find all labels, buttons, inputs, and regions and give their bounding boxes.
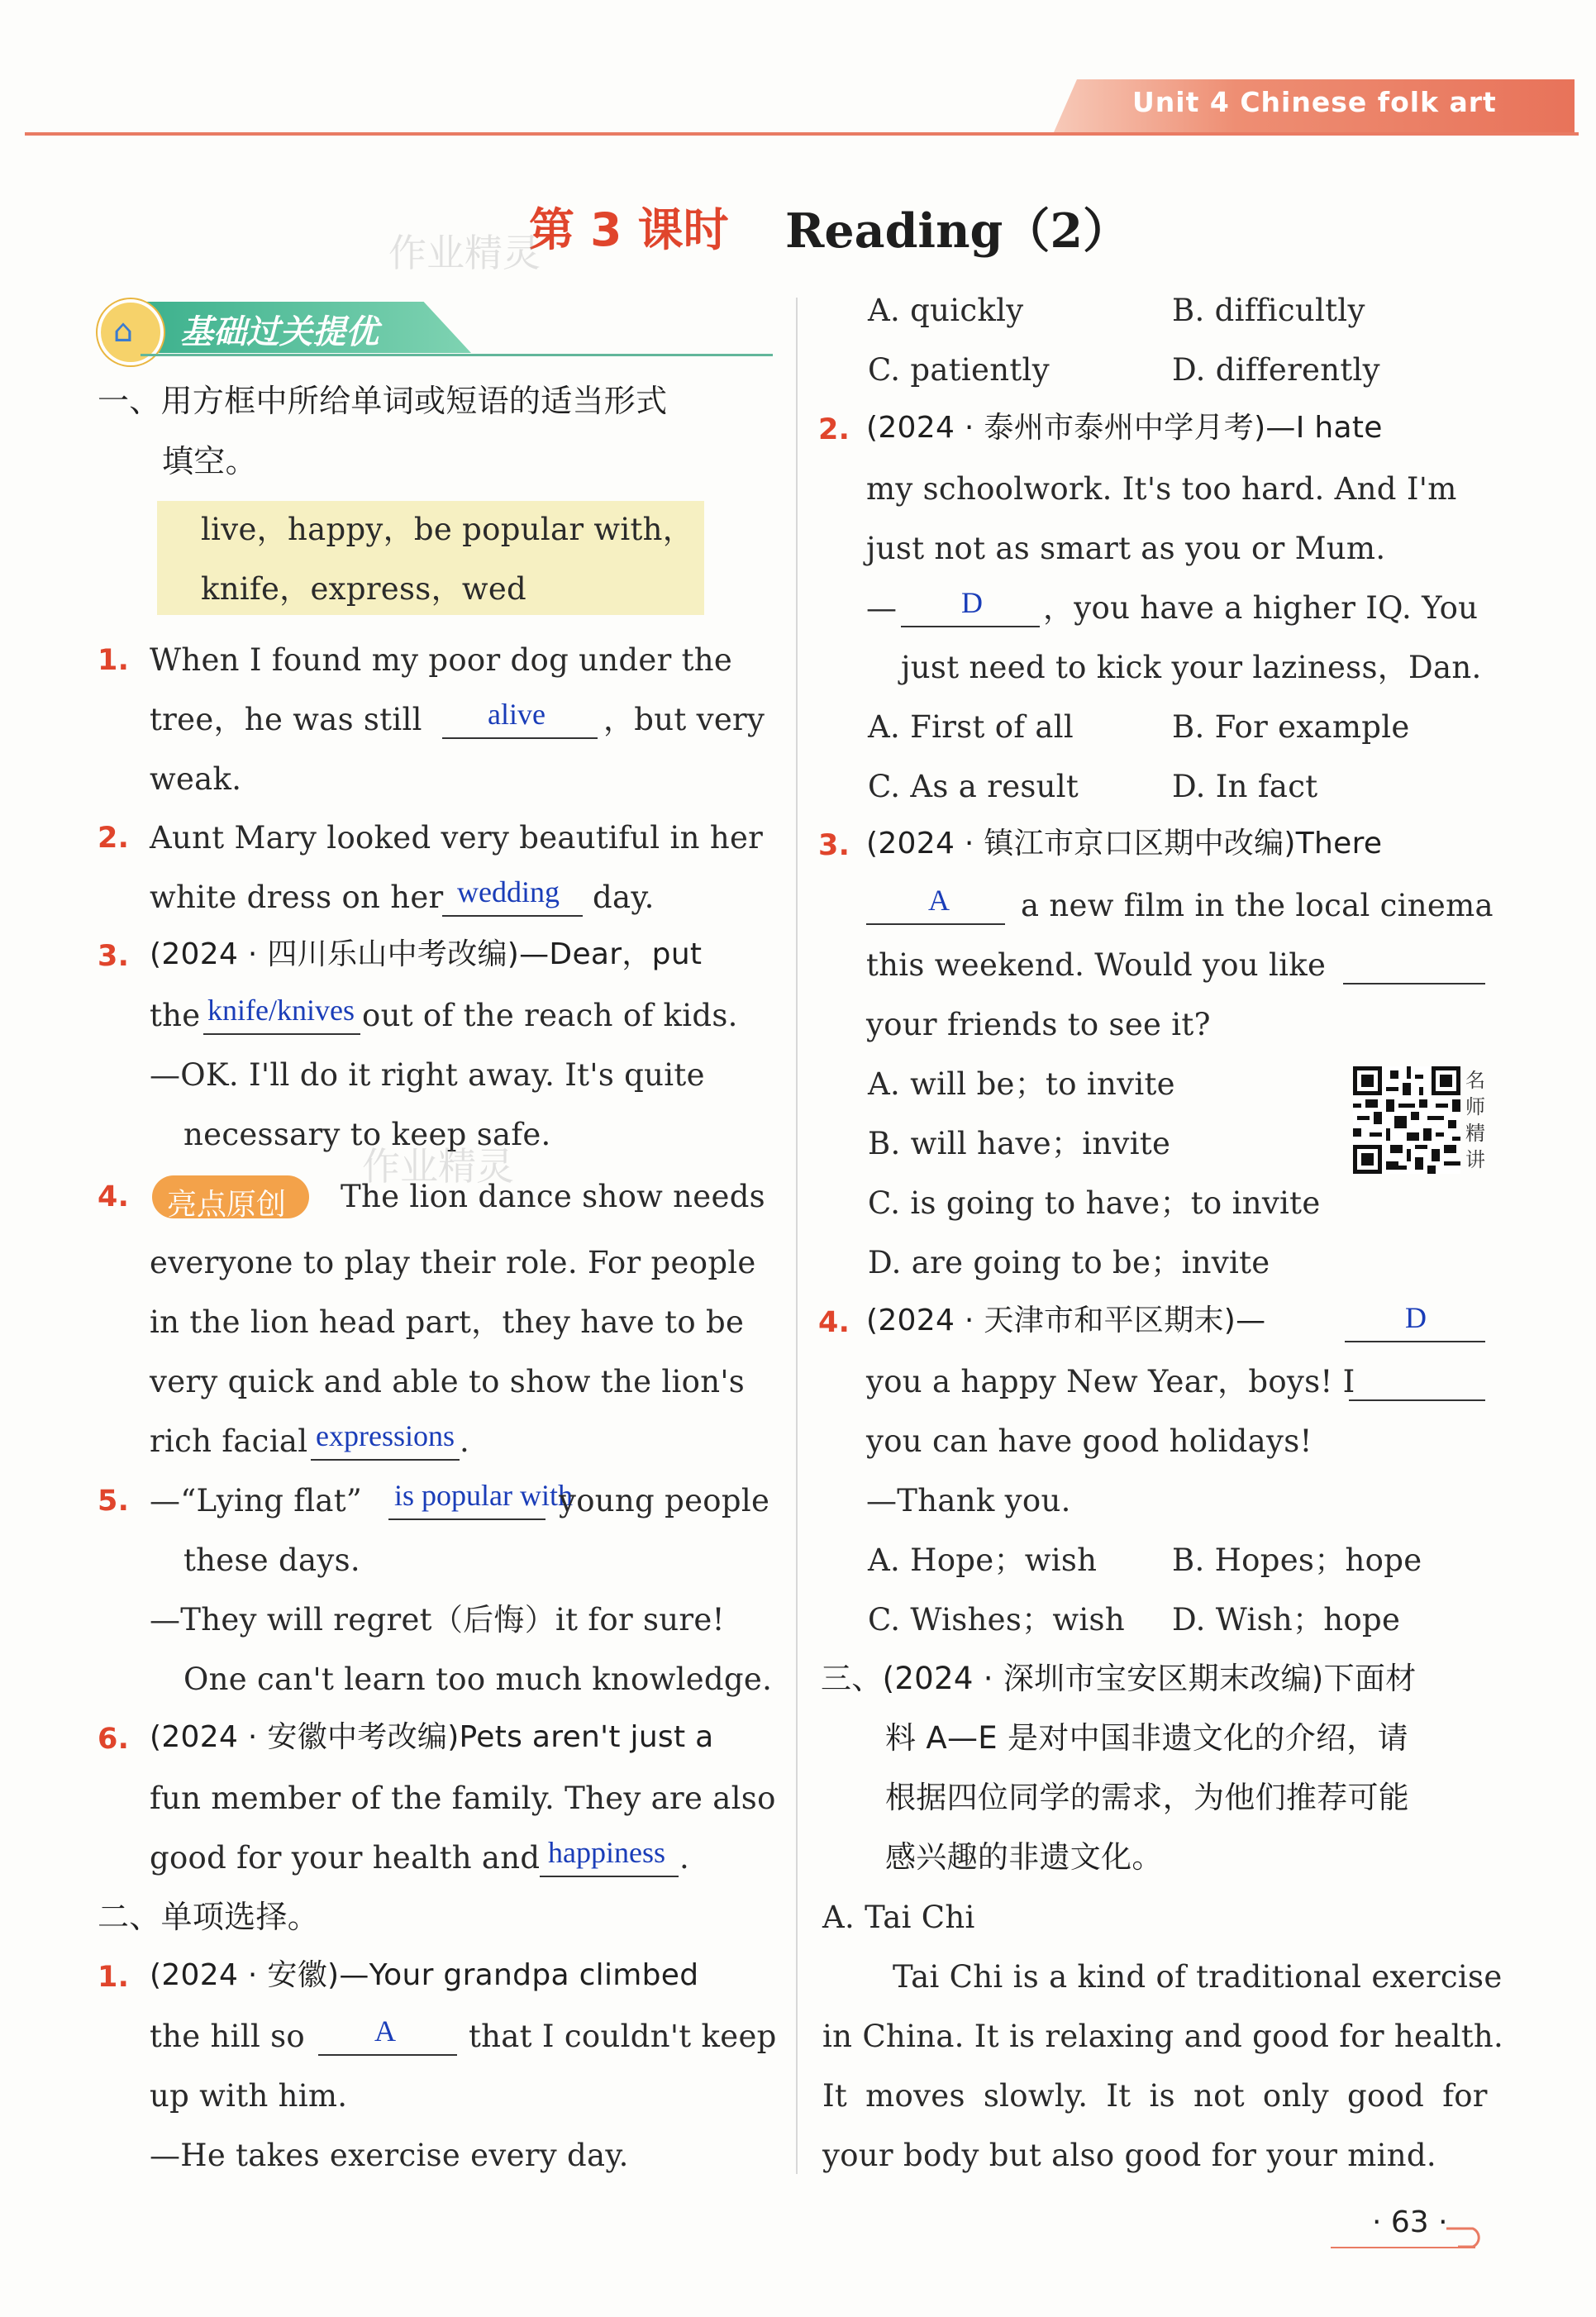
passage-a-line3: It moves slowly. It is not only good for <box>822 2078 1488 2114</box>
part3-heading-l2: 料 A—E 是对中国非遗文化的介绍，请 <box>885 1720 1408 1756</box>
unit-header-title: Unit 4 Chinese folk art <box>1132 86 1497 118</box>
p2-q1-option-d: D. differently <box>1172 352 1380 388</box>
q6-line1: (2024 · 安徽中考改编)Pets aren't just a <box>150 1720 714 1754</box>
q4-line5-start: rich facial <box>150 1423 308 1459</box>
p2-q3-line1: (2024 · 镇江市京口区期中改编)There <box>866 827 1383 861</box>
passage-a-line2: in China. It is relaxing and good for health. <box>822 2019 1504 2054</box>
p2-q1-line1: (2024 · 安徽)—Your grandpa climbed <box>150 1958 699 1992</box>
q5-line4: One can't learn too much knowledge. <box>183 1661 773 1697</box>
p2-q1-option-a: A. quickly <box>868 293 1024 328</box>
p2-q4-answer: D <box>1405 1301 1427 1334</box>
p2-q3-line3: this weekend. Would you like <box>866 947 1327 983</box>
q2-answer: wedding <box>457 875 560 908</box>
qr-code-icon[interactable] <box>1353 1066 1460 1174</box>
header-divider <box>25 132 1579 136</box>
q6-line2: fun member of the family. They are also <box>150 1781 776 1816</box>
p2-q3-blank-2 <box>1343 983 1485 984</box>
passage-a-line4: your body but also good for your mind. <box>822 2138 1436 2173</box>
q4-line5-end: . <box>460 1423 470 1459</box>
p2-q1-option-b: B. difficultly <box>1172 293 1365 328</box>
p2-q2-line2: my schoolwork. It's too hard. And I'm <box>866 471 1457 507</box>
p2-q4-option-c: C. Wishes；wish <box>868 1602 1125 1638</box>
p2-q1-line2-end: that I couldn't keep <box>469 2019 777 2054</box>
p2-q3-line4: your friends to see it? <box>866 1007 1211 1042</box>
q1-answer: alive <box>488 698 545 731</box>
p2-q3-answer: A <box>928 884 950 917</box>
q3-number: 3. <box>98 940 130 973</box>
p2-q3-option-c: C. is going to have；to invite <box>868 1185 1321 1221</box>
qr-label-2: 师 <box>1465 1095 1485 1118</box>
q6-line3-end: . <box>679 1840 690 1876</box>
q2-line2-end: day. <box>593 880 655 915</box>
q4-blank <box>311 1459 460 1461</box>
q1-line3: weak. <box>150 761 242 797</box>
qr-label-3: 精 <box>1465 1122 1485 1145</box>
part3-heading-l3: 根据四位同学的需求，为他们推荐可能 <box>885 1780 1410 1815</box>
p2-q4-line3: you can have good holidays! <box>866 1423 1313 1459</box>
p2-q3-blank-1 <box>866 923 1005 925</box>
p2-q3-line2: a new film in the local cinema <box>1021 888 1494 923</box>
banner-underline <box>141 354 773 356</box>
p2-q3-option-a: A. will be；to invite <box>868 1066 1175 1102</box>
q5-number: 5. <box>98 1485 130 1518</box>
q3-line1: (2024 · 四川乐山中考改编)—Dear，put <box>150 937 703 971</box>
watermark-logo-2: 作业精灵 <box>362 1144 514 1189</box>
q1-blank <box>442 737 598 739</box>
q3-answer: knife/knives <box>207 994 355 1027</box>
p2-q4-blank-2 <box>1349 1399 1485 1401</box>
q2-blank <box>442 915 583 917</box>
p2-q2-line5: just need to kick your laziness，Dan. <box>901 650 1482 685</box>
q2-line1: Aunt Mary looked very beautiful in her <box>150 820 764 856</box>
q6-line3-start: good for your health and <box>150 1840 541 1876</box>
q4-line1: The lion dance show needs <box>341 1179 765 1214</box>
lesson-number: 第 3 课时 <box>529 203 729 256</box>
p2-q3-number: 3. <box>818 829 850 862</box>
q1-number: 1. <box>98 644 130 677</box>
p2-q3-option-d: D. are going to be；invite <box>868 1245 1270 1280</box>
q2-number: 2. <box>98 822 130 855</box>
q4-answer: expressions <box>316 1419 455 1452</box>
p2-q1-line4: —He takes exercise every day. <box>150 2138 629 2173</box>
page-number: · 63 · <box>1372 2205 1448 2239</box>
p2-q2-line4-end: ，you have a higher IQ. You <box>1043 590 1479 626</box>
word-box-line2: knife，express，wed <box>201 571 527 607</box>
q3-line2-start: the <box>150 998 201 1033</box>
p2-q2-line1: (2024 · 泰州市泰州中学月考)—I hate <box>866 411 1383 445</box>
p2-q2-number: 2. <box>818 413 850 446</box>
q6-answer: happiness <box>548 1836 665 1869</box>
p2-q2-line3: just not as smart as you or Mum. <box>866 531 1386 566</box>
p2-q4-option-a: A. Hope；wish <box>868 1542 1098 1578</box>
p2-q4-line2: you a happy New Year，boys! I <box>866 1364 1355 1399</box>
p2-q2-blank <box>901 626 1040 627</box>
q5-blank <box>388 1518 545 1520</box>
p2-q4-number: 4. <box>818 1306 850 1339</box>
column-divider <box>796 298 798 2174</box>
q2-line2-start: white dress on her <box>150 880 444 915</box>
q5-line2: these days. <box>183 1542 360 1578</box>
lesson-title: Reading（2） <box>785 203 1131 259</box>
p2-q4-option-d: D. Wish；hope <box>1172 1602 1401 1638</box>
p2-q4-blank-1 <box>1345 1341 1485 1342</box>
part3-heading-l1: 三、(2024 · 深圳市宝安区期末改编)下面材 <box>821 1661 1417 1696</box>
q1-line2-end: ，but very <box>603 702 765 737</box>
p2-q1-answer: A <box>374 2014 396 2048</box>
p2-q2-option-d: D. In fact <box>1172 769 1318 804</box>
q3-blank <box>203 1033 360 1035</box>
q3-line4: necessary to keep safe. <box>183 1117 551 1152</box>
q1-line2-start: tree，he was still <box>150 702 422 737</box>
q5-line1-end: young people <box>559 1483 770 1518</box>
q5-answer: is popular with <box>394 1479 573 1512</box>
q4-line2: everyone to play their role. For people <box>150 1245 756 1280</box>
page-curl-icon <box>1445 2222 1484 2250</box>
q5-line1-start: —“Lying flat” <box>150 1483 363 1518</box>
p2-q2-option-c: C. As a result <box>868 769 1079 804</box>
part3-heading-l4: 感兴趣的非遗文化。 <box>885 1839 1163 1875</box>
q5-line3: —They will regret（后悔）it for sure! <box>150 1602 725 1638</box>
q3-line2-end: out of the reach of kids. <box>362 998 738 1033</box>
house-icon: ⌂ <box>98 299 164 365</box>
part2-heading: 二、单项选择。 <box>98 1899 320 1935</box>
p2-q1-line3: up with him. <box>150 2078 348 2114</box>
p2-q4-line1: (2024 · 天津市和平区期末)— <box>866 1304 1266 1337</box>
p2-q4-line4: —Thank you. <box>866 1483 1071 1518</box>
q4-number: 4. <box>98 1180 130 1213</box>
q3-line3: —OK. I'll do it right away. It's quite <box>150 1057 705 1093</box>
q6-number: 6. <box>98 1723 130 1756</box>
p2-q1-number: 1. <box>98 1961 130 1994</box>
watermark-logo: 作业精灵 <box>388 231 541 275</box>
p2-q1-blank <box>318 2054 457 2056</box>
p2-q2-option-a: A. First of all <box>868 709 1074 745</box>
p2-q3-option-b: B. will have；invite <box>868 1126 1171 1161</box>
passage-a-line1: Tai Chi is a kind of traditional exercise <box>893 1959 1503 1995</box>
p2-q1-option-c: C. patiently <box>868 352 1050 388</box>
passage-a-title: A. Tai Chi <box>822 1900 975 1935</box>
q1-line1: When I found my poor dog under the <box>150 642 733 678</box>
word-box-line1: live，happy，be popular with， <box>201 512 694 547</box>
qr-label-1: 名 <box>1465 1069 1485 1092</box>
q4-line4: very quick and able to show the lion's <box>150 1364 746 1399</box>
p2-q1-line2-start: the hill so <box>150 2019 306 2054</box>
p2-q2-line4-start: — <box>866 590 898 626</box>
part1-heading-cont: 填空。 <box>162 443 257 479</box>
part1-heading: 一、用方框中所给单词或短语的适当形式 <box>98 383 668 419</box>
p2-q4-option-b: B. Hopes；hope <box>1172 1542 1422 1578</box>
p2-q2-answer: D <box>961 586 983 619</box>
qr-label-4: 讲 <box>1465 1148 1485 1171</box>
q6-blank <box>540 1876 679 1877</box>
q4-line3: in the lion head part，they have to be <box>150 1304 745 1340</box>
p2-q2-option-b: B. For example <box>1172 709 1410 745</box>
original-tag-label: 亮点原创 <box>167 1188 287 1222</box>
section-banner-title: 基础过关提优 <box>180 313 379 351</box>
